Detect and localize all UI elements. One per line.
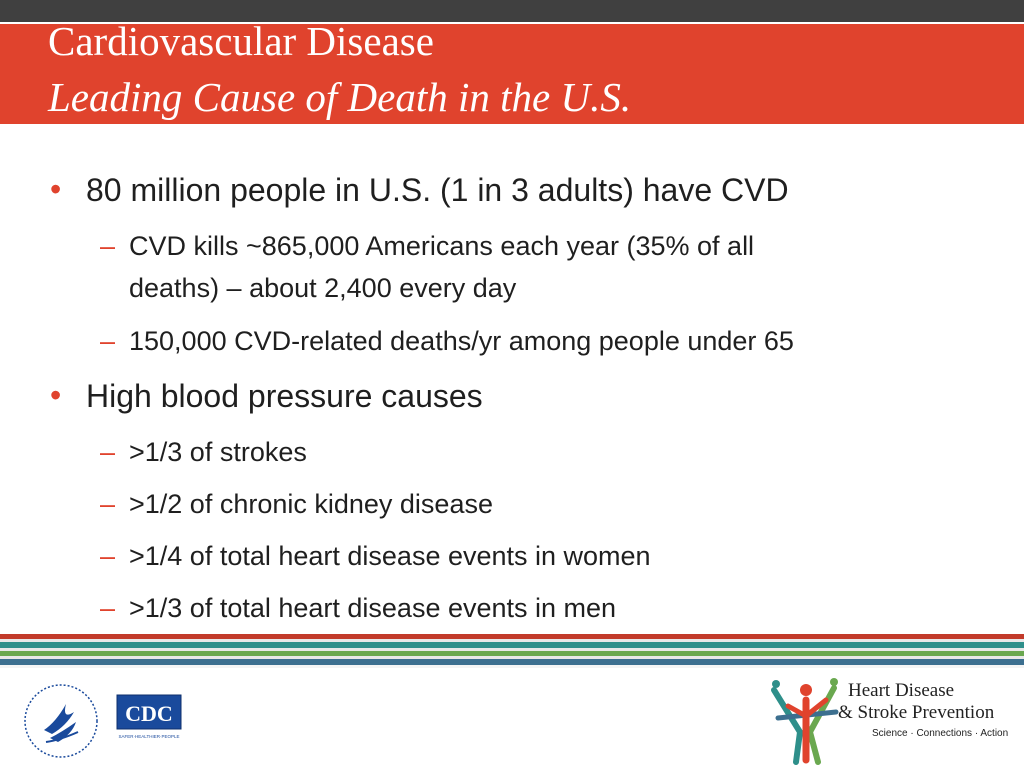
sub-bullet-dash: – [100, 437, 116, 467]
sub-bullet-dash: – [100, 593, 116, 623]
program-tagline: Science · Connections · Action [872, 728, 1009, 739]
svg-text:CDC: CDC [125, 701, 173, 726]
hhs-seal-logo [22, 682, 100, 760]
bullet-1-text: 80 million people in U.S. (1 in 3 adults) have CVD [86, 172, 789, 208]
sub-bullet-dash: – [100, 489, 116, 519]
sub-bullet-2-2: >1/2 of chronic kidney disease [129, 489, 493, 519]
sub-bullet-1-2: 150,000 CVD-related deaths/yr among people under 65 [129, 326, 794, 356]
sub-bullet-2-1: >1/3 of strokes [129, 437, 307, 467]
sub-bullet-dash: – [100, 231, 116, 261]
svg-text:SAFER·HEALTHIER·PEOPLE: SAFER·HEALTHIER·PEOPLE [118, 734, 180, 739]
slide-title: Cardiovascular Disease [48, 24, 434, 64]
cdc-logo [116, 694, 182, 742]
footer-stripes [0, 634, 1024, 668]
sub-bullet-dash: – [100, 326, 116, 356]
sub-bullet-dash: – [100, 541, 116, 571]
bullet-dot: • [50, 171, 62, 207]
slide-subtitle: Leading Cause of Death in the U.S. [48, 74, 632, 120]
footer-logos [0, 668, 1024, 768]
sub-bullet-2-4: >1/3 of total heart disease events in men [129, 593, 617, 623]
bullet-dot: • [50, 377, 62, 413]
program-name-line1: Heart Disease [848, 680, 955, 701]
sub-bullet-1-1-line1: CVD kills ~865,000 Americans each year (35% of all [129, 231, 755, 261]
hdsp-figures-logo [766, 670, 846, 766]
sub-bullet-2-3: >1/4 of total heart disease events in women [129, 541, 651, 571]
sub-bullet-1-1-line2: deaths) – about 2,400 every day [129, 273, 517, 303]
bullet-2-text: High blood pressure causes [86, 378, 483, 414]
program-name-line2: & Stroke Prevention [838, 702, 995, 723]
